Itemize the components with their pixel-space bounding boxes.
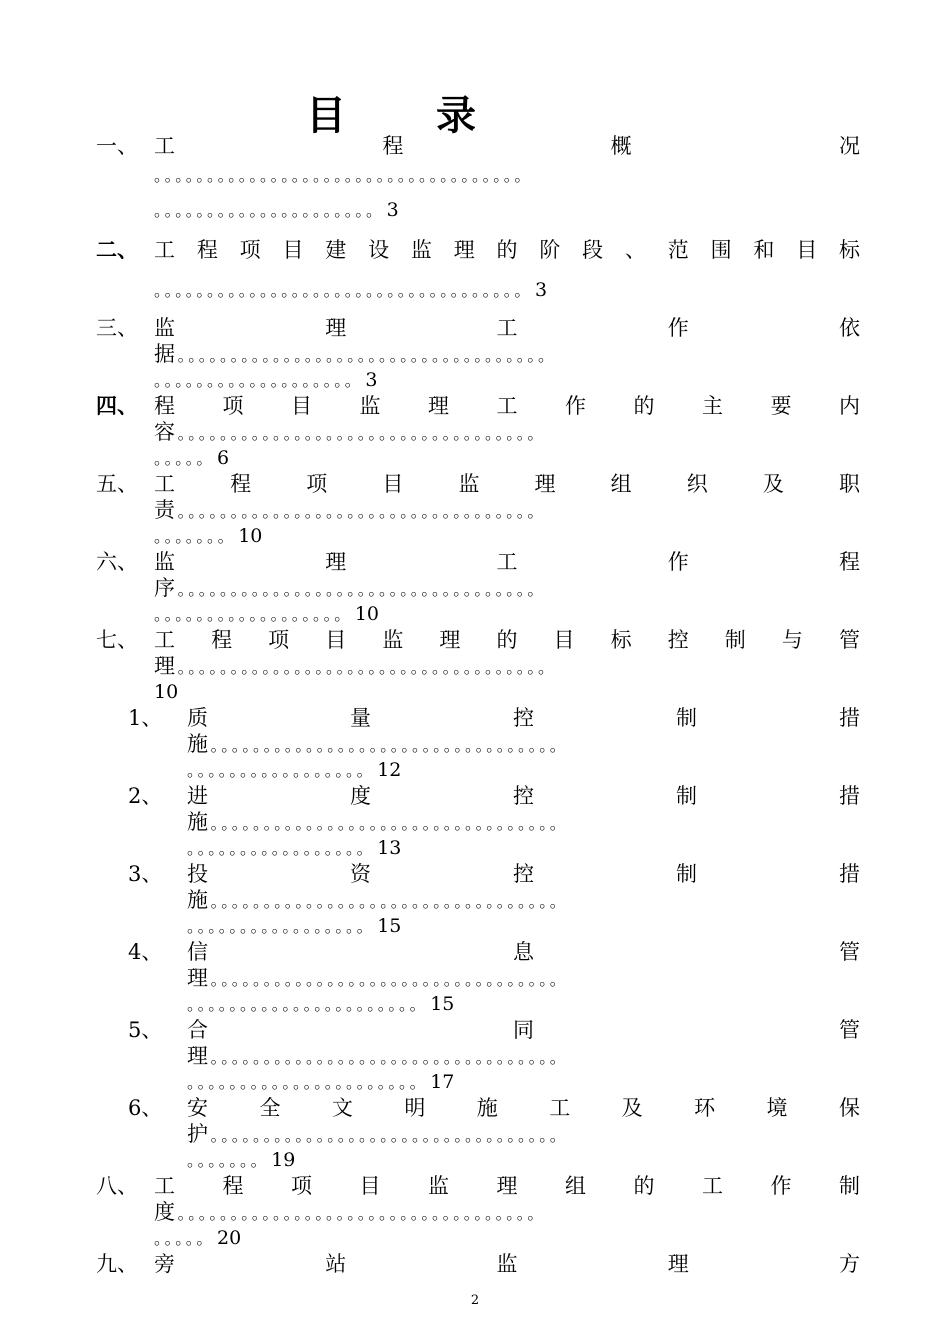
toc-entry-number: 九、 [96,1252,138,1276]
toc-entry-heading: 监 理 工 作 依 [154,316,860,340]
toc-entry-heading: 工 程 项 目 建 设 监 理 的 阶 段 、 范 围 和 目 标 [154,238,860,262]
toc-entry-heading: 工 程 项 目 监 理 组 的 工 作 制 [154,1174,860,1198]
toc-entry-number: 一、 [96,134,138,158]
toc-entry-leader: 责。。。。。。。。。。。。。。。。。。。。。。。。。。。。。。。。。。 [154,498,547,522]
toc-entry-leader: 理。。。。。。。。。。。。。。。。。。。。。。。。。。。。。。。。。 [187,1044,569,1068]
toc-entry-heading: 投 资 控 制 措 [187,862,860,886]
toc-entry-leader: 。。。。。。。。。。。。。。。。。。。。。。 15 [187,993,455,1015]
toc-entry-heading: 旁 站 监 理 方 [154,1252,860,1276]
toc-entry-leader: 据。。。。。。。。。。。。。。。。。。。。。。。。。。。。。。。。。。。 [154,342,557,366]
toc-entry-leader: 度。。。。。。。。。。。。。。。。。。。。。。。。。。。。。。。。。。 [154,1200,547,1224]
toc-entry-leader: 。。。。。。。。。。。。。。。。。。。。。。。。。。。。。。。。。。。 [154,166,534,185]
toc-entry-heading: 质 量 控 制 措 [187,706,860,730]
toc-entry-leader: 。。。。。。。。。。。。。。。。。。。。。。。。。。。。。。。。。。。 3 [154,279,548,301]
toc-entry-number: 四、 [96,393,138,418]
toc-entry-leader: 理。。。。。。。。。。。。。。。。。。。。。。。。。。。。。。。。。。。 [154,654,557,678]
toc-entry-heading: 进 度 控 制 措 [187,784,860,808]
toc-entry-page: 12 [377,759,402,781]
page-number: 2 [470,1293,480,1308]
toc-entry-leader: 序。。。。。。。。。。。。。。。。。。。。。。。。。。。。。。。。。。 [154,576,547,600]
toc-entry-heading: 程 项 目 监 理 工 作 的 主 要 内 [154,394,860,418]
toc-entry-page: 10 [154,681,179,703]
toc-entry-heading: 信 息 管 [187,940,860,964]
toc-entry-number: 1、 [128,706,163,730]
toc-entry-page: 3 [365,369,378,391]
page-title: 目 录 [306,92,514,139]
toc-entry-number: 3、 [128,862,163,886]
toc-entry-heading: 工 程 项 目 监 理 的 目 标 控 制 与 管 [154,628,860,652]
toc-entry-heading: 安 全 文 明 施 工 及 环 境 保 [187,1096,860,1120]
toc-entry-leader: 理。。。。。。。。。。。。。。。。。。。。。。。。。。。。。。。。。 [187,966,569,990]
toc-entry-page: 19 [271,1149,296,1171]
toc-entry-number: 二、 [96,237,138,262]
toc-entry-page: 3 [535,279,548,301]
toc-entry-number: 六、 [96,550,138,574]
toc-entry-number: 5、 [128,1018,163,1042]
toc-entry-page: 15 [430,993,455,1015]
toc-entry-heading: 工 程 项 目 监 理 组 织 及 职 [154,472,860,496]
toc-entry-leader: 施。。。。。。。。。。。。。。。。。。。。。。。。。。。。。。。。。 [187,732,569,756]
toc-entry-page: 10 [238,525,263,547]
toc-entry-number: 七、 [96,628,138,652]
toc-entry-number: 八、 [96,1174,138,1198]
toc-entry-page: 13 [377,837,402,859]
toc-entry-number: 2、 [128,784,163,808]
toc-entry-heading: 监 理 工 作 程 [154,550,860,574]
toc-entry-number: 6、 [128,1096,163,1120]
toc-entry-leader: 。。。。。。。。。。。。。。。。。。 10 [154,603,379,625]
toc-entry-leader: 。。。。。。。。。。。。。。。。。。。。。 3 [154,199,399,221]
toc-entry-page: 6 [217,447,230,469]
toc-entry-page: 15 [377,915,402,937]
toc-entry-leader: 。。。。。。。。。。。。。。。。。 13 [187,837,402,859]
toc-entry-leader: 。。。。。。。。。。。。。。。。。。。 3 [154,369,378,391]
toc-entry-leader: 。。。。。。。 10 [154,525,263,547]
toc-entry-leader: 。。。。。 6 [154,447,230,469]
toc-entry-leader: 。。。。。。。 19 [187,1149,296,1171]
toc-entry-leader: 。。。。。 20 [154,1227,242,1249]
toc-entry-page: 3 [386,199,399,221]
toc-entry-leader: 容。。。。。。。。。。。。。。。。。。。。。。。。。。。。。。。。。。 [154,420,547,444]
toc-entry-heading: 工 程 概 况 [154,134,860,158]
toc-entry-page: 10 [354,603,379,625]
toc-entry-leader: 施。。。。。。。。。。。。。。。。。。。。。。。。。。。。。。。。。 [187,810,569,834]
toc-entry-leader: 。。。。。。。。。。。。。。。。。 12 [187,759,402,781]
toc-entry-page: 17 [430,1071,455,1093]
toc-entry-leader: 。。。。。。。。。。。。。。。。。。。。。。 17 [187,1071,455,1093]
toc-entry-page: 20 [217,1227,242,1249]
toc-entry-leader: 护。。。。。。。。。。。。。。。。。。。。。。。。。。。。。。。。。 [187,1122,569,1146]
toc-entry-leader: 。。。。。。。。。。。。。。。。。 15 [187,915,402,937]
toc-entry-number: 4、 [128,940,163,964]
toc-entry-number: 三、 [96,316,138,340]
toc-entry-heading: 合 同 管 [187,1018,860,1042]
toc-entry-number: 五、 [96,472,138,496]
toc-entry-leader: 施。。。。。。。。。。。。。。。。。。。。。。。。。。。。。。。。。 [187,888,569,912]
